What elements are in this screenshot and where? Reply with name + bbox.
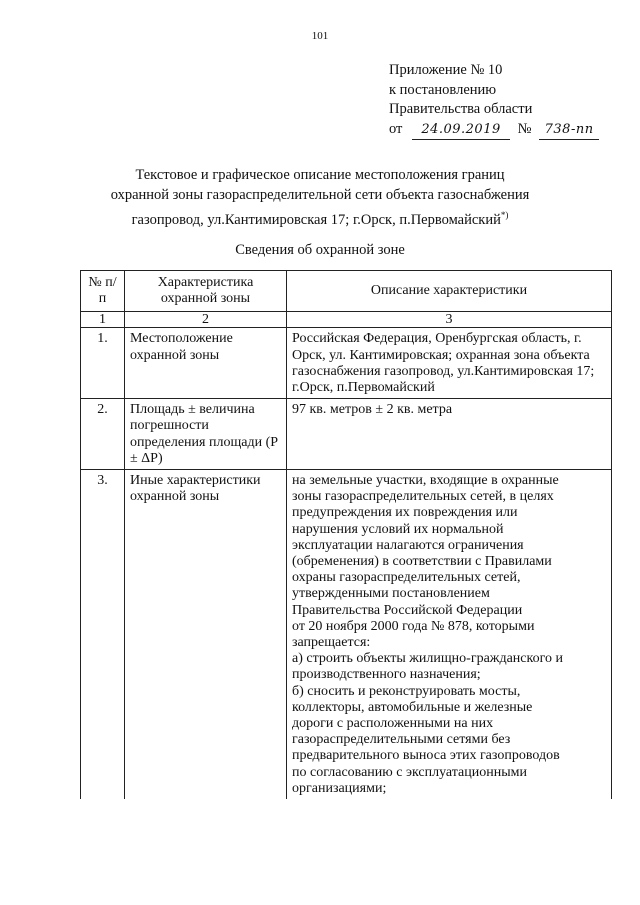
description-line: дороги с расположенными на них <box>292 716 494 732</box>
description-line: б) сносить и реконструировать мосты, <box>292 683 521 699</box>
column-number: 1 <box>81 312 125 328</box>
header-characteristic-text: Характеристика охранной зоны <box>157 275 254 307</box>
header-description-text: Описание характеристики <box>370 283 528 299</box>
column-number: 3 <box>287 312 612 328</box>
row-characteristic: Площадь ± величина погрешности определения площади (P ± ΔP) <box>125 399 287 470</box>
description-line: зоны газораспределительных сетей, в целях <box>292 489 554 505</box>
description-line: коллекторы, автомобильные и железные <box>292 699 533 715</box>
appendix-line-1: Приложение № 10 <box>389 62 503 78</box>
header-description <box>287 271 612 312</box>
page-number: 101 <box>311 30 329 42</box>
description-line: по согласованию с эксплуатационными <box>292 764 527 780</box>
footnote-mark: *) <box>500 210 509 220</box>
description-line: охраны газораспределительных сетей, <box>292 570 521 586</box>
handwritten-date: 24.09.2019 <box>412 120 510 141</box>
description-line: запрещается: <box>292 635 371 651</box>
header-no-text: № п/п <box>88 275 117 307</box>
row-number: 1. <box>81 328 125 399</box>
row-number: 2. <box>81 399 125 470</box>
row-description: Российская Федерация, Оренбургская область, г. Орск, ул. Кантимировская; охранная зона объекта газоснабжения газопровод, ул.Кантимировская 17; г.Орск, п.Первомайский <box>287 328 612 399</box>
row-description: 97 кв. метров ± 2 кв. метра <box>287 399 612 470</box>
row-characteristic: Местоположение охранной зоны <box>125 328 287 399</box>
description-line: а) строить объекты жилищно-гражданского и <box>292 651 563 667</box>
description-line: утвержденными постановлением <box>292 586 490 602</box>
header-characteristic <box>125 271 287 312</box>
description-line: на земельные участки, входящие в охранные <box>292 473 559 489</box>
number-sign: № <box>517 120 532 137</box>
description-line: газораспределительными сетями без <box>292 732 511 748</box>
appendix-date-line <box>389 120 599 141</box>
description-line: нарушения условий их нормальной <box>292 521 504 537</box>
title-line-3-text: газопровод, ул.Кантимировская 17; г.Орск, п.Первомайский <box>131 211 501 228</box>
row-number: 3. <box>81 470 125 800</box>
description-line: от 20 ноября 2000 года № 878, которыми <box>292 618 535 634</box>
description-line: Правительства Российской Федерации <box>292 602 523 618</box>
table-header-row <box>81 271 612 312</box>
description-line: эксплуатации налагаются ограничения <box>292 537 524 553</box>
handwritten-number: 738-пп <box>539 120 599 141</box>
title-line-1: Текстовое и графическое описание местоположения границ <box>135 167 505 183</box>
row-characteristic: Иные характеристики охранной зоны <box>125 470 287 800</box>
header-no <box>81 271 125 312</box>
title-line-3 <box>0 205 640 230</box>
table-row <box>81 470 612 800</box>
description-line: организациями; <box>292 780 387 796</box>
appendix-block <box>389 61 599 140</box>
table-row <box>81 399 612 470</box>
row-description <box>287 470 612 800</box>
section-title: Сведения об охранной зоне <box>235 242 405 258</box>
column-number-row <box>81 312 612 328</box>
description-line: производственного назначения; <box>292 667 481 683</box>
description-line: предварительного выноса этих газопроводов <box>292 748 560 764</box>
title-line-2: охранной зоны газораспределительной сети объекта газоснабжения <box>110 187 530 203</box>
description-line: предупреждения их повреждения или <box>292 505 518 521</box>
appendix-line-3: Правительства области <box>389 101 533 117</box>
zone-info-table <box>80 270 612 799</box>
appendix-line-2: к постановлению <box>389 81 497 98</box>
date-prefix: от <box>389 120 403 137</box>
document-title <box>0 165 640 230</box>
table-row <box>81 328 612 399</box>
description-line: (обременения) в соответствии с Правилами <box>292 554 552 570</box>
column-number: 2 <box>125 312 287 328</box>
